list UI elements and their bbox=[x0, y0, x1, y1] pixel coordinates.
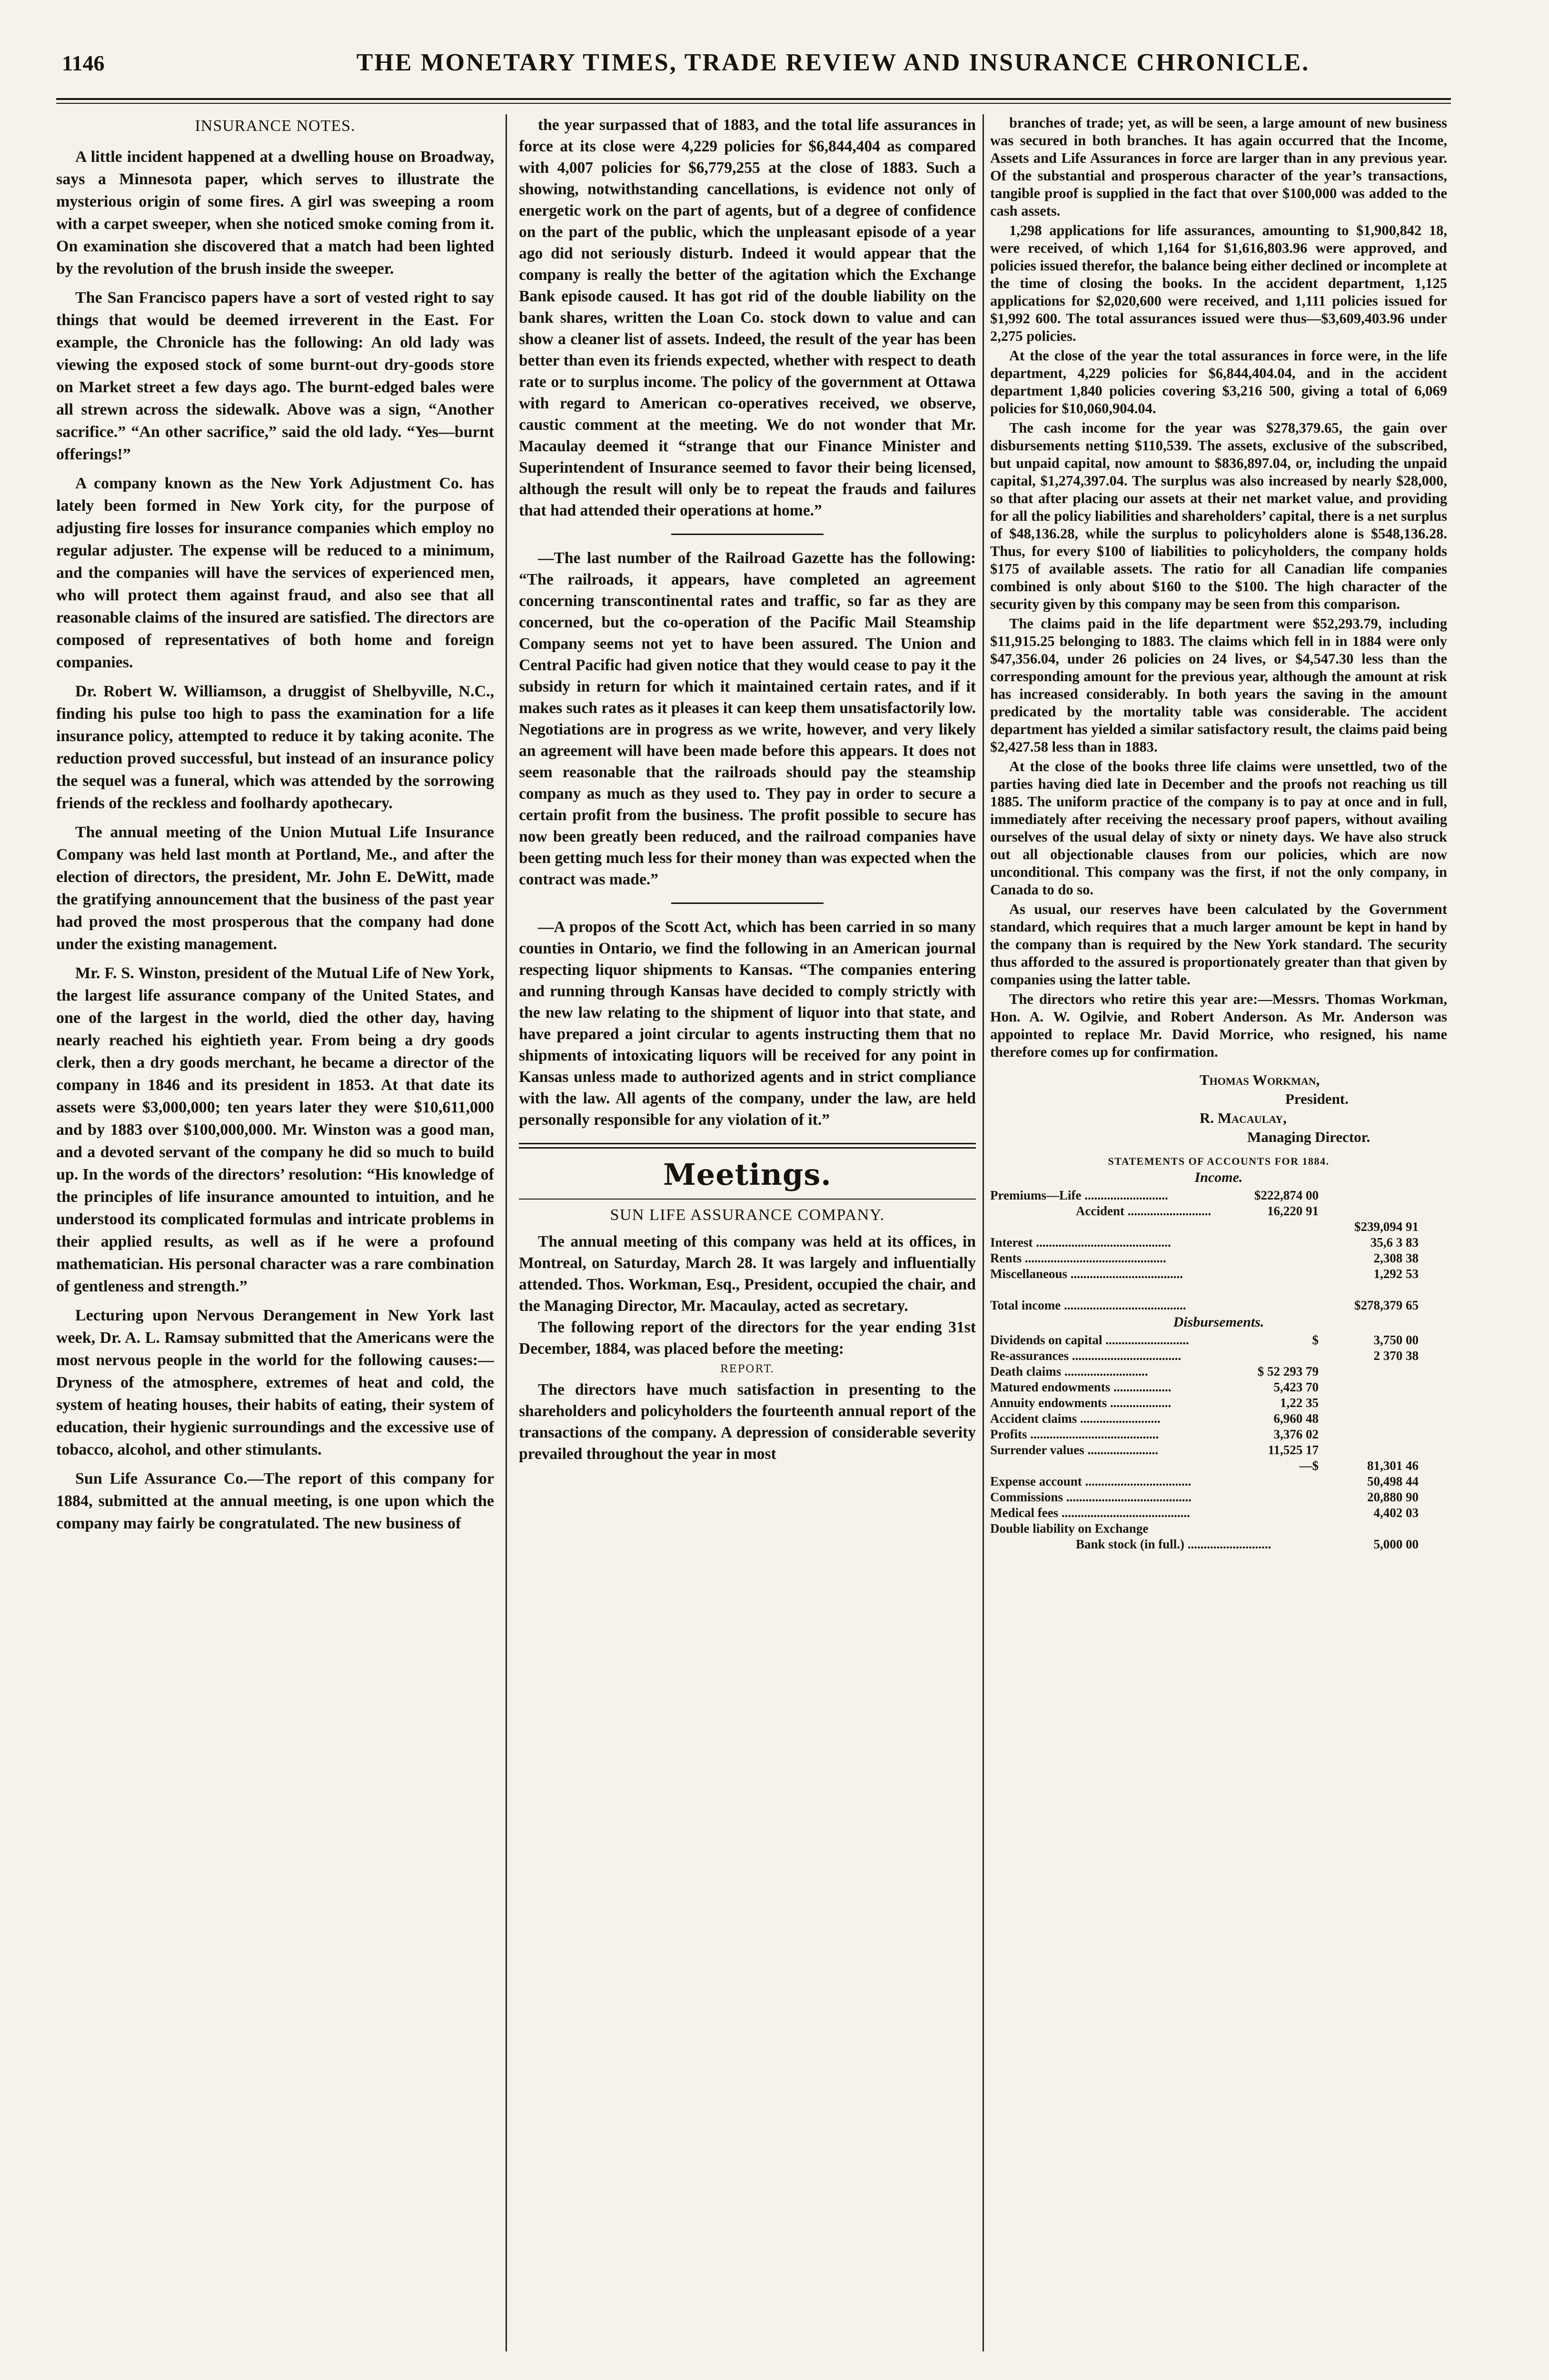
statement-amount-total: $278,379 65 bbox=[1354, 1298, 1419, 1312]
disbursements-table bbox=[990, 1332, 1447, 1552]
statement-row bbox=[990, 1332, 1447, 1348]
paragraph: A company known as the New York Adjustment Co. has lately been formed in New York city, for the purpose of adjusting fire losses for insurance companies which employ no regular adjuster. The expense will be reduced to a minimum, and the companies will have the services of experienced men, who will protect them against fraud, and also see that all reasonable claims of the insured are satisfied. The directors are composed of representatives of both home and foreign companies. bbox=[56, 475, 494, 671]
paragraph: Sun Life Assurance Co.—The report of this company for 1884, submitted at the annual meeting, is one upon which the company may fairly be congratulated. The new business of bbox=[56, 1470, 494, 1532]
statement-label: Rents ............................................ bbox=[990, 1251, 1166, 1265]
president-title: President. bbox=[1285, 1091, 1349, 1107]
paragraph: the year surpassed that of 1883, and the total life assurances in force at its close were 4,229 policies for $6,844,404 as compared with 4,007 policies for $6,779,255 at the close of 1883. Such a showing, notwithstanding cancellations, is evidence not only of energetic work on the part of agents, but of a degree of confidence on the part of the public, which the unpleasant episode of a year ago did not seriously disturb. Indeed it would appear that the company is really the better of the agitation which the Exchange Bank episode caused. It has got rid of the double liability on the bank shares, written the Loan Co. stock down to value and can show a cleaner list of assets. Indeed, the result of the year has been better than even its friends expected, whether with respect to death rate or to surplus income. The policy of the government at Ottawa with regard to American co-operatives received, we observe, caustic comment at the meeting. We do not wonder that Mr. Macaulay deemed it “strange that our Finance Minister and Superintendent of Insurance seemed to favor their being licensed, although the result will only be to repeat the frauds and failures that had attended their operations at home.” bbox=[519, 116, 976, 519]
statement-amount-total: $239,094 91 bbox=[1354, 1220, 1419, 1234]
sun-life-heading: SUN LIFE ASSURANCE COMPANY. bbox=[610, 1206, 885, 1224]
statement-row bbox=[990, 1379, 1447, 1395]
paragraph: —The last number of the Railroad Gazette has the following: “The railroads, it appears, have completed an agreement concerning transcontinental rates and traffic, so far as they are concerned, but the co-operation of the Pacific Mail Steamship Company seems not yet to have been assured. The Union and Central Pacific had given notice that they would cease to pay it the subsidy in return for which it maintained certain rates, and if it makes such rates as it pleases it can keep them unsatisfactorily low. Negotiations are in progress as we write, however, and very likely an agreement will have been made before this appears. It does not seem reasonable that the railroads should pay the steamship company as much as they used to. They pay in order to secure a certain profit from the business. The profit possible to secure has now been greatly been reduced, and the railroad companies have been getting much less for their money than was expected when the contract was made.” bbox=[519, 549, 976, 888]
statement-amount-total: 2 370 38 bbox=[1373, 1349, 1419, 1363]
railroad-gazette-item bbox=[519, 547, 976, 890]
report-body bbox=[990, 114, 1447, 1061]
paragraph: The annual meeting of this company was held at its offices, in Montreal, on Saturday, March 28. It was largely and influentially attended. Thos. Workman, Esq., President, occupied the chair, and the Managing Director, Mr. Macaulay, acted as secretary. bbox=[519, 1233, 976, 1315]
separator-rule bbox=[671, 902, 824, 904]
column-divider-1 bbox=[506, 114, 507, 2351]
statement-label: Miscellaneous ................................... bbox=[990, 1267, 1183, 1281]
statement-label: Surrender values ...................... bbox=[990, 1443, 1159, 1457]
statement-label: Expense account ................................. bbox=[990, 1474, 1192, 1488]
statement-amount-sub: —$ bbox=[1299, 1458, 1319, 1473]
report-opening bbox=[519, 1379, 976, 1465]
statement-amount-total: 35,6 3 83 bbox=[1370, 1235, 1419, 1250]
income-table bbox=[990, 1188, 1447, 1313]
statement-amount-sub: 3,376 02 bbox=[1273, 1427, 1319, 1441]
column-middle bbox=[519, 114, 976, 2370]
sun-life-commentary bbox=[519, 114, 976, 521]
page-header bbox=[57, 42, 1428, 94]
paragraph: The directors have much satisfaction in presenting to the shareholders and policyholders the fourteenth annual report of the transactions of the company. A depression of considerable severity prevailed throughout the year in most bbox=[519, 1381, 976, 1463]
paragraph: The annual meeting of the Union Mutual Life Insurance Company was held last month at Portland, Me., and after the election of directors, the president, Mr. John E. DeWitt, made the gratifying announcement that the business of the past year had proved the most prosperous that the company had done under the existing management. bbox=[56, 823, 494, 953]
statement-row bbox=[990, 1458, 1447, 1474]
statement-amount-total: 2,308 38 bbox=[1373, 1251, 1419, 1265]
paragraph: —A propos of the Scott Act, which has been carried in so many counties in Ontario, we find the following in an American journal respecting liquor shipments to Kansas. “The companies entering and running through Kansas have decided to comply strictly with the new law relating to the shipment of liquor into that state, and have prepared a joint circular to agents instructing them that no shipments of intoxicating liquors will be received for any point in Kansas unless made to authorized agents and in strict compliance with the law. All agents of the company, under the law, are held personally responsible for any violation of it.” bbox=[519, 918, 976, 1129]
meetings-rule bbox=[519, 1143, 976, 1149]
statement-label: Total income ...................................... bbox=[990, 1298, 1186, 1312]
paragraph: At the close of the year the total assurances in force were, in the life department, 4,229 policies for $6,844,404.04, and in the accident department 1,840 policies covering $3,216 500, giving a total of 6,069 policies for $10,060,904.04. bbox=[990, 347, 1447, 416]
statement-label: Interest .......................................... bbox=[990, 1235, 1171, 1250]
masthead-title: THE MONETARY TIMES, TRADE REVIEW AND INSURANCE CHRONICLE. bbox=[356, 49, 1310, 76]
statement-amount-sub: 11,525 17 bbox=[1268, 1443, 1319, 1457]
scott-act-item bbox=[519, 916, 976, 1130]
paragraph: A little incident happened at a dwelling house on Broadway, says a Minnesota paper, which serves to illustrate the mysterious origin of some fires. A girl was sweeping a room with a carpet sweeper, when she noticed smoke coming from it. On examination she discovered that a match had been lighted by the revolution of the brush inside the sweeper. bbox=[56, 148, 494, 278]
statement-row bbox=[990, 1537, 1447, 1552]
statement-amount-sub: $ bbox=[1312, 1333, 1319, 1347]
page-number: 1146 bbox=[62, 51, 105, 75]
statement-row bbox=[990, 1250, 1447, 1266]
paragraph: Dr. Robert W. Williamson, a druggist of Shelbyville, N.C., finding his pulse too high to pass the examination for a life insurance policy, attempted to reduce it by taking aconite. The reduction proved successful, but instead of an insurance policy the sequel was a funeral, which was attended by the sorrowing friends of the reckless and foolhardy apothecary. bbox=[56, 683, 494, 812]
statement-label: Dividends on capital .......................... bbox=[990, 1333, 1189, 1347]
statement-label: Annuity endowments ................... bbox=[990, 1396, 1172, 1410]
paragraph: At the close of the books three life claims were unsettled, two of the parties having died late in December and the proofs not reaching us till 1885. The uniform practice of the company is to pay at once and in full, immediately after receiving the necessary proof papers, without availing ourselves of the usual delay of sixty or ninety days. We have also struck out all objectionable clauses from our policies, which are now unconditional. This company was the first, if not the only company, in Canada to do so. bbox=[990, 758, 1447, 898]
header-rule-bottom bbox=[56, 103, 1451, 104]
disbursements-label: Disbursements. bbox=[1173, 1314, 1264, 1330]
statement-row bbox=[990, 1474, 1447, 1489]
statement-label: Death claims .......................... bbox=[990, 1364, 1148, 1378]
statement-amount-total: 3,750 00 bbox=[1373, 1333, 1419, 1347]
statement-row bbox=[990, 1521, 1447, 1537]
managing-director-name: R. Macaulay, bbox=[1200, 1110, 1287, 1126]
meetings-underline bbox=[519, 1199, 976, 1200]
separator-rule bbox=[671, 534, 824, 535]
statement-amount-total: 1,292 53 bbox=[1373, 1267, 1419, 1281]
statement-row bbox=[990, 1442, 1447, 1458]
statement-row bbox=[990, 1219, 1447, 1235]
statement-amount-total: 50,498 44 bbox=[1367, 1474, 1419, 1488]
paragraph: 1,298 applications for life assurances, amounting to $1,900,842 18, were received, of which 1,164 for $1,616,803.96 were approved, and policies issued therefor, the balance being either declined or incomplete at the time of closing the books. In the accident department, 1,125 applications for $2,020,600 were received, and 1,111 policies issued for $1,992 600. The total assurances issued were thus—$3,609,403.96 under 2,275 policies. bbox=[990, 222, 1447, 344]
statements-title: STATEMENTS OF ACCOUNTS FOR 1884. bbox=[1108, 1155, 1330, 1167]
column-divider-2 bbox=[983, 114, 984, 2351]
statement-label: Bank stock (in full.) .......................... bbox=[1076, 1537, 1271, 1551]
statement-row bbox=[990, 1364, 1447, 1379]
statement-label: Accident claims ......................... bbox=[990, 1411, 1161, 1426]
statement-row bbox=[990, 1298, 1447, 1313]
statement-label: Premiums—Life .......................... bbox=[990, 1188, 1168, 1202]
paragraph: Mr. F. S. Winston, president of the Mutual Life of New York, the largest life assurance company of the United States, and one of the largest in the world, died the other day, having nearly reached his eightieth year. From being a dry goods clerk, then a dry goods merchant, he became a director of the company in 1846 and its president in 1853. At that date its assets were $3,000,000; ten years later they were $10,611,000 and by 1883 over $100,000,000. Mr. Winston was a good man, and a devoted servant of the company he did so much to build up. In the words of the directors’ resolution: “His knowledge of the principles of life insurance amounted to intuition, and he understood its complicated formulas and intricate problems in their applied results, as well as if he were a profound mathematician. His personal character was a rare combination of gentleness and strength.” bbox=[56, 964, 494, 1295]
paragraph: The claims paid in the life department were $52,293.79, including $11,915.25 belonging to 1883. The claims which fell in in 1884 were only $47,356.04, under 26 policies on 24 lives, or $4,547.30 less than the corresponding amount for the previous year, although the amount at risk has increased considerably. In both years the saving in the amount predicated by the mortality table was considerable. The accident department has yielded a similar satisfactory result, the claims paid being $2,427.58 less than in 1883. bbox=[990, 615, 1447, 755]
header-rule-top bbox=[56, 98, 1451, 100]
statement-row bbox=[990, 1203, 1447, 1219]
statement-label: Accident .......................... bbox=[1076, 1204, 1211, 1218]
statement-amount-sub: 6,960 48 bbox=[1273, 1411, 1319, 1426]
statement-row bbox=[990, 1411, 1447, 1427]
statement-row bbox=[990, 1266, 1447, 1282]
statement-label: Commissions ....................................... bbox=[990, 1490, 1192, 1504]
statement-row bbox=[990, 1505, 1447, 1521]
statement-row bbox=[990, 1188, 1447, 1203]
statement-row bbox=[990, 1427, 1447, 1442]
paragraph: The following report of the directors for the year ending 31st December, 1884, was placed before the meeting: bbox=[519, 1319, 976, 1358]
statement-row bbox=[990, 1282, 1447, 1298]
president-name: Thomas Workman, bbox=[1200, 1071, 1320, 1088]
statement-row bbox=[990, 1489, 1447, 1505]
report-label: REPORT. bbox=[720, 1363, 775, 1375]
column-report-continued bbox=[990, 114, 1447, 2370]
statement-amount-total: 5,000 00 bbox=[1373, 1537, 1419, 1551]
paragraph: The directors who retire this year are:—Messrs. Thomas Workman, Hon. A. W. Ogilvie, and Robert Anderson. As Mr. Anderson was appointed to replace Mr. David Morrice, who resigned, his name therefore comes up for confirmation. bbox=[990, 991, 1447, 1060]
paragraph: branches of trade; yet, as will be seen, a large amount of new business was secured in both branches. It has again occurred that the Income, Assets and Life Assurances in force are larger than in any previous year. Of the substantial and prosperous character of the year’s transactions, tangible proof is supplied in the fact that over $100,000 was added to the cash assets. bbox=[990, 115, 1447, 219]
managing-director-title: Managing Director. bbox=[1247, 1129, 1370, 1145]
statement-amount-total: 81,301 46 bbox=[1367, 1458, 1419, 1473]
statement-amount-sub: 1,22 35 bbox=[1280, 1396, 1319, 1410]
statement-amount-sub: $222,874 00 bbox=[1254, 1188, 1319, 1202]
paragraph: The cash income for the year was $278,379.65, the gain over disbursements netting $110,539. The assets, exclusive of the subscribed, but unpaid capital, now amount to $836,897.04, or, including the unpaid capital, $1,274,397.04. The surplus was also increased by nearly $28,000, so that after placing our assets at their net market value, and providing for all the policy liabilities and shareholders’ capital, there is a net surplus of $48,136.28, while the surplus to policyholders alone is $548,136.28. Thus, for every $100 of liabilities to policyholders, the company holds $175 of available assets. The ratio for all Canadian life companies combined is only about $160 to the $100. The high character of the security given by this company may be seen from this comparison. bbox=[990, 420, 1447, 612]
signature-block bbox=[990, 1071, 1447, 1147]
meeting-intro bbox=[519, 1231, 976, 1359]
insurance-notes-body bbox=[56, 146, 494, 1535]
section-heading-insurance-notes: INSURANCE NOTES. bbox=[195, 117, 356, 135]
paragraph: Lecturing upon Nervous Derangement in New York last week, Dr. A. L. Ramsay submitted that the Americans were the most nervous people in the world for the following causes:—Dryness of the atmosphere, extremes of heat and cold, the system of heating houses, their habits of eating, their system of education, their hygienic surroundings and the excessive use of tobacco, alcohol, and other stimulants. bbox=[56, 1307, 494, 1458]
statement-label: Double liability on Exchange bbox=[990, 1521, 1149, 1536]
income-label: Income. bbox=[1194, 1170, 1243, 1185]
statement-amount-sub: $ 52 293 79 bbox=[1257, 1364, 1319, 1378]
meetings-section-title: Meetings. bbox=[663, 1157, 832, 1192]
paragraph: The San Francisco papers have a sort of vested right to say things that would be deemed irreverent in the East. For example, the Chronicle has the following: An old lady was viewing the exposed stock of some burnt-out dry-goods store on Market street a few days ago. The burnt-edged bales were all strewn across the sidewalk. Above was a sign, “Another sacrifice.” “An other sacrifice,” said the old lady. “Yes—burnt offerings!” bbox=[56, 289, 494, 463]
statement-label: Profits ........................................ bbox=[990, 1427, 1159, 1441]
statement-label: Matured endowments .................. bbox=[990, 1380, 1172, 1394]
statement-amount-total: 4,402 03 bbox=[1373, 1506, 1419, 1520]
statement-row bbox=[990, 1235, 1447, 1250]
statement-amount-sub: 16,220 91 bbox=[1267, 1204, 1319, 1218]
statement-label: Medical fees ........................................ bbox=[990, 1506, 1190, 1520]
statement-label: Re-assurances .................................. bbox=[990, 1349, 1182, 1363]
statement-amount-sub: 5,423 70 bbox=[1273, 1380, 1319, 1394]
column-insurance-notes bbox=[56, 114, 494, 2370]
paragraph: As usual, our reserves have been calculated by the Government standard, which requires that a much larger amount be kept in hand by the company than is required by the New York standard. The security thus afforded to the assured is proportionately greater than that given by companies using the latter table. bbox=[990, 901, 1447, 988]
statement-amount-total: 20,880 90 bbox=[1367, 1490, 1419, 1504]
statement-row bbox=[990, 1348, 1447, 1364]
statement-row bbox=[990, 1395, 1447, 1411]
